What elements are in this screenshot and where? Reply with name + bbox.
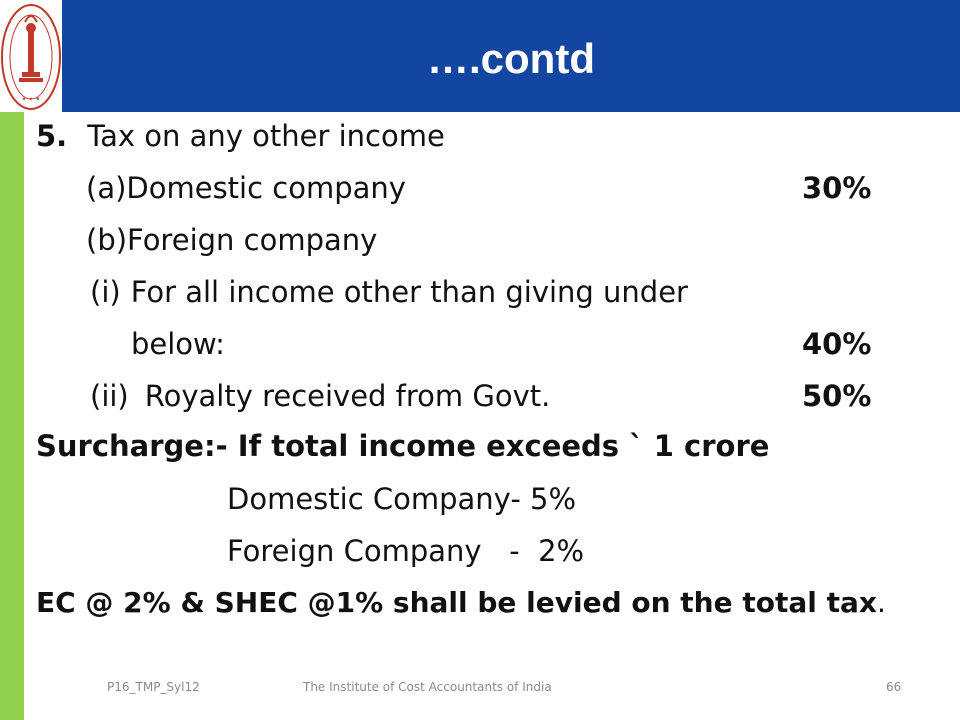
item-b-label: (b) bbox=[86, 223, 128, 257]
item-5 bbox=[36, 118, 445, 154]
item-b-ii-rate: 50% bbox=[802, 379, 872, 413]
footer-page-number: 66 bbox=[886, 680, 902, 694]
footer-code: P16_TMP_Syl12 bbox=[107, 680, 200, 694]
ec-text: EC @ 2% & SHEC @1% shall be levied on the total tax bbox=[36, 586, 877, 619]
item-b-i-cont: below: bbox=[131, 327, 225, 361]
svg-text:✦ ✦ ✦: ✦ ✦ ✦ bbox=[21, 96, 41, 103]
item-b-i bbox=[90, 274, 688, 310]
institute-seal-icon bbox=[0, 2, 62, 112]
item-b-ii bbox=[90, 378, 550, 414]
accent-strip bbox=[0, 112, 24, 720]
item-b-i-text: For all income other than giving under bbox=[130, 275, 688, 309]
footer-institute: The Institute of Cost Accountants of India bbox=[303, 680, 552, 694]
surcharge-domestic: Domestic Company- 5% bbox=[227, 482, 577, 516]
item-b bbox=[86, 222, 377, 258]
item-b-text: Foreign company bbox=[127, 223, 378, 257]
item-5-number: 5. bbox=[36, 119, 68, 153]
slide-title: ….contd bbox=[427, 35, 595, 82]
item-b-ii-label: (ii) bbox=[90, 379, 129, 413]
item-a-rate: 30% bbox=[802, 171, 872, 205]
institute-logo bbox=[0, 0, 62, 112]
item-a-label: (a) bbox=[86, 171, 127, 205]
ec-period: . bbox=[876, 586, 886, 619]
ec-line bbox=[36, 585, 886, 621]
item-b-i-rate: 40% bbox=[802, 327, 872, 361]
surcharge-foreign: Foreign Company - 2% bbox=[227, 534, 585, 568]
surcharge-heading: Surcharge:- If total income exceeds ` 1 crore bbox=[36, 429, 770, 463]
item-b-ii-text: Royalty received from Govt. bbox=[144, 379, 551, 413]
title-bar bbox=[62, 0, 960, 112]
item-a bbox=[86, 170, 406, 206]
item-5-text: Tax on any other income bbox=[87, 119, 445, 153]
item-a-text: Domestic company bbox=[126, 171, 406, 205]
item-b-i-label: (i) bbox=[90, 275, 121, 309]
